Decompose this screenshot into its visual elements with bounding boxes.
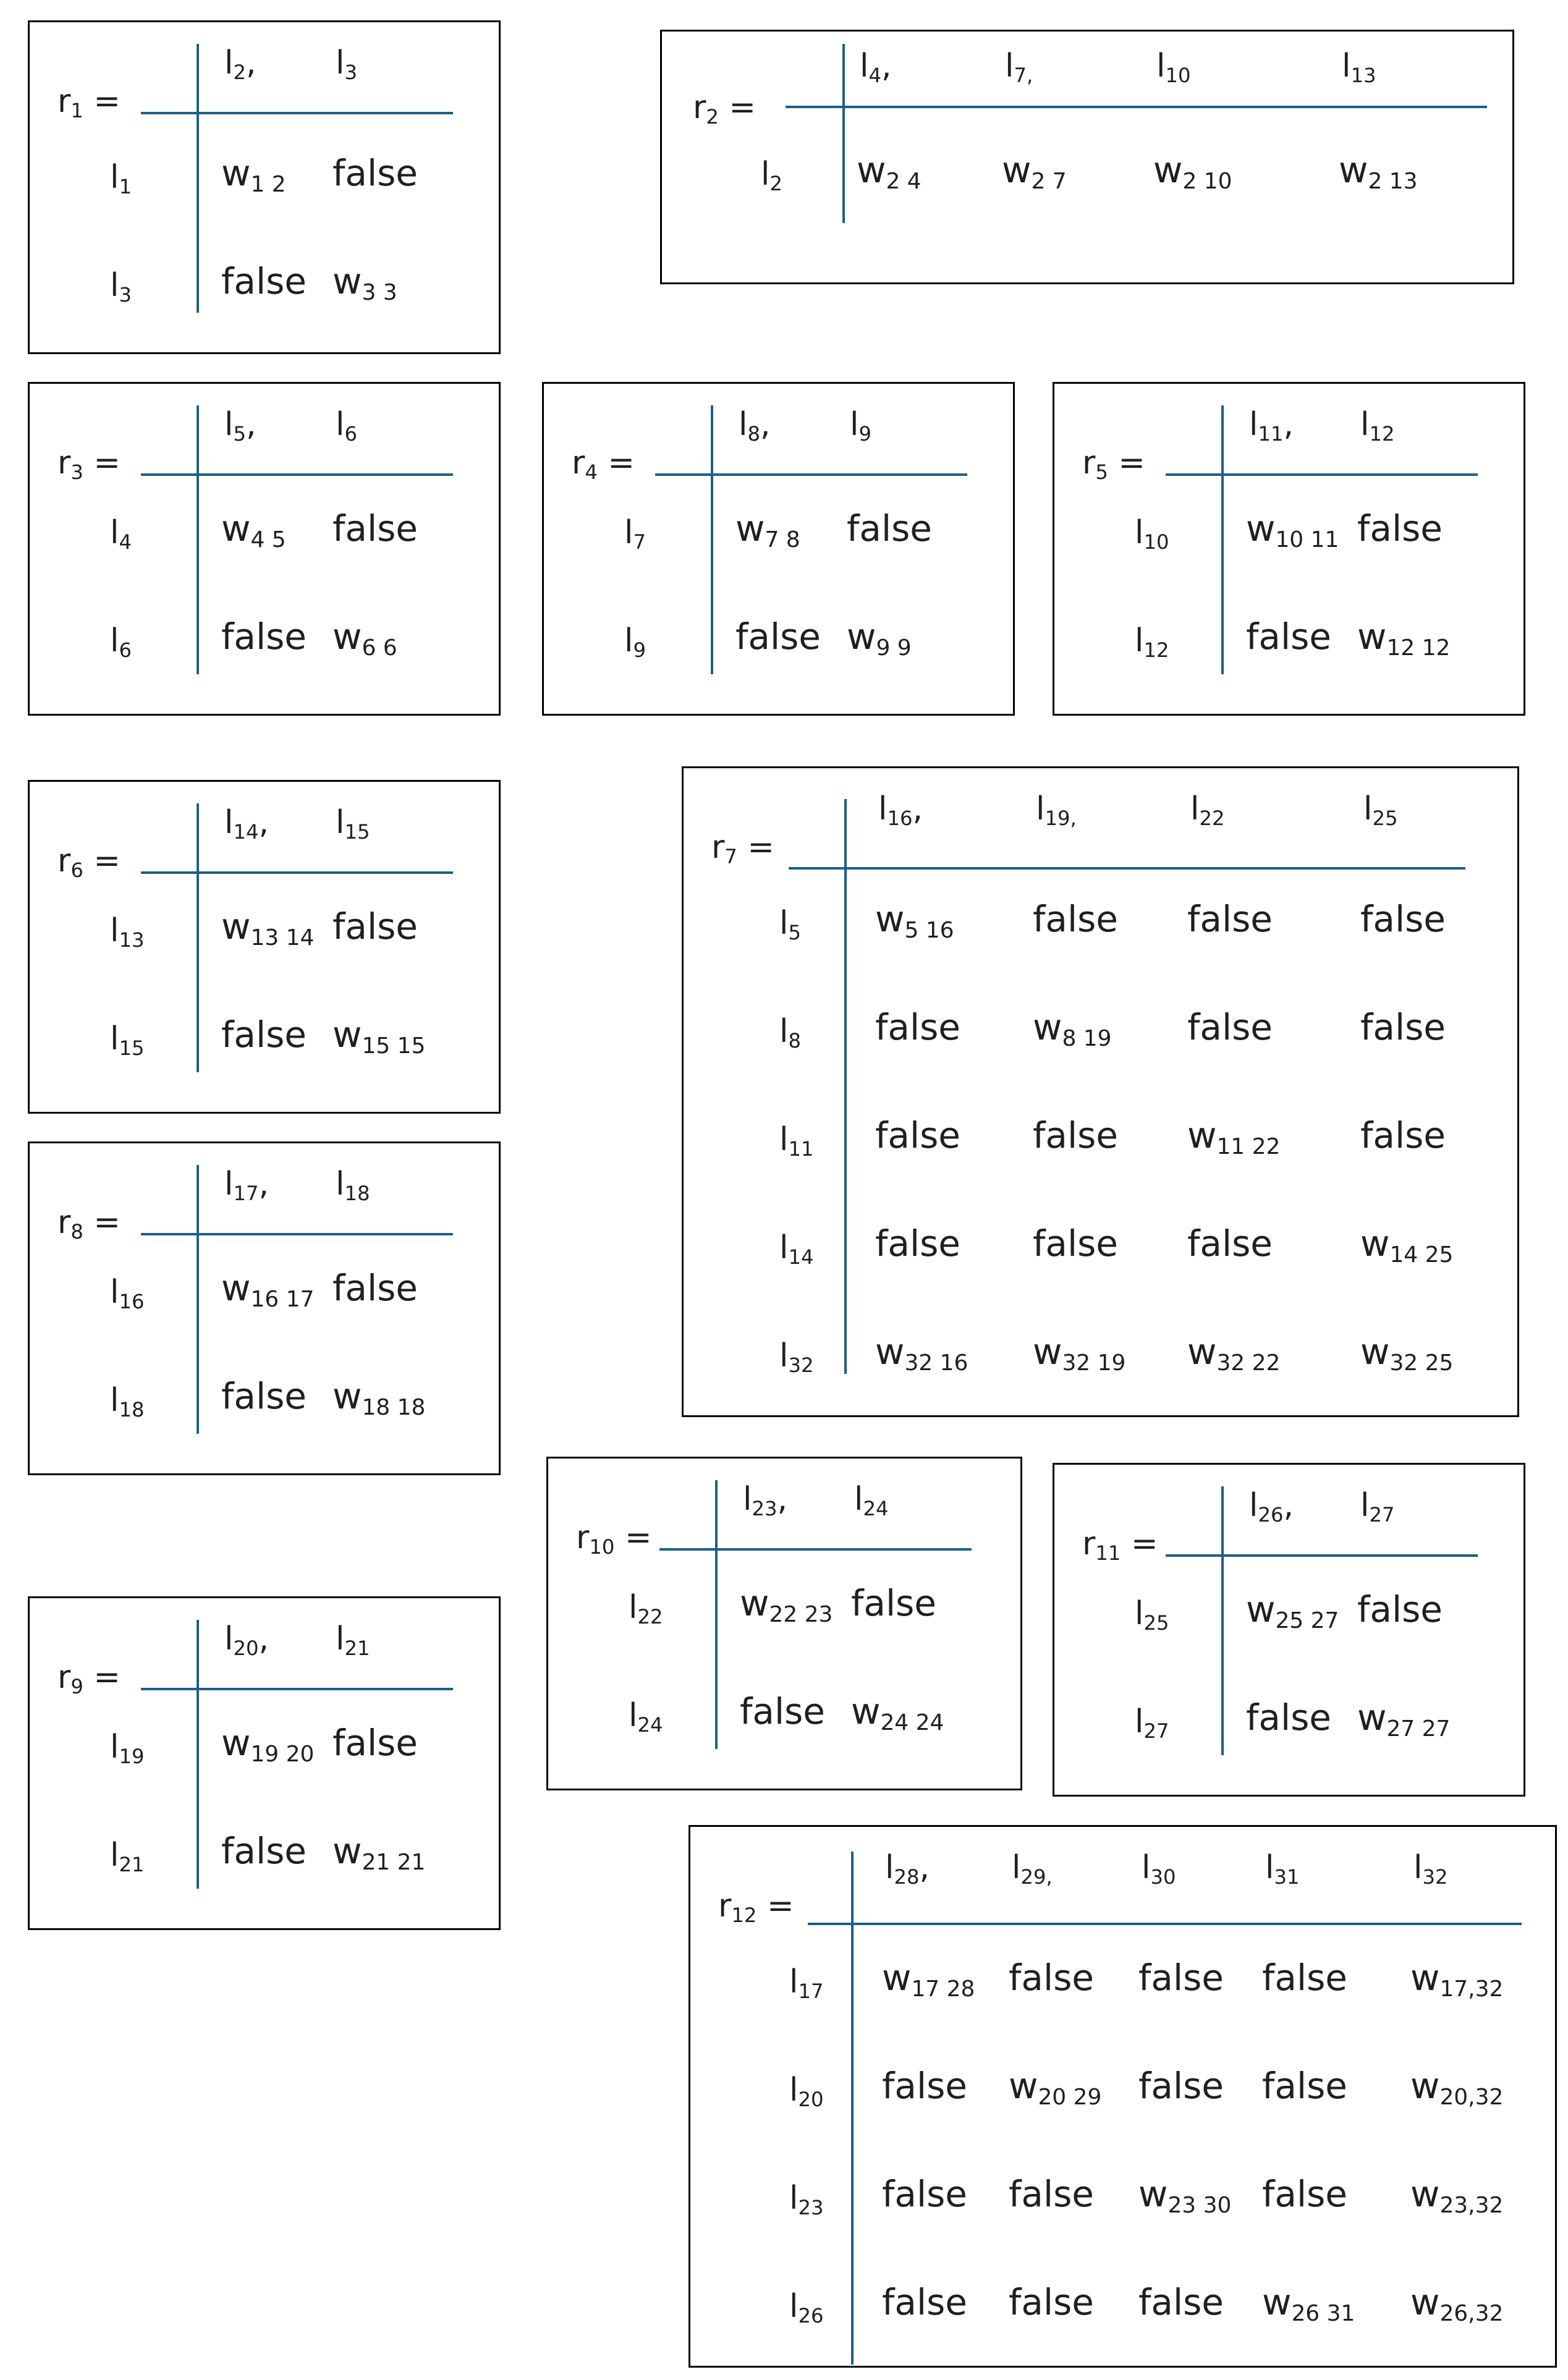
- matrix-cell: $w_{32 22}$: [1187, 1331, 1281, 1376]
- vertical-divider: [711, 405, 713, 674]
- matrix-cell: false: [1033, 1114, 1118, 1156]
- vertical-divider: [844, 799, 847, 1374]
- row-header: $l_{10}$: [1135, 514, 1169, 554]
- vertical-divider: [715, 1480, 718, 1749]
- matrix-cell: false: [1360, 1114, 1446, 1156]
- matrix-cell: $w_{20,32}$: [1410, 2065, 1504, 2111]
- matrix-cell: false: [1138, 2065, 1224, 2107]
- row-header: $l_{14}$: [779, 1229, 814, 1269]
- row-header: $l_{32}$: [779, 1337, 814, 1378]
- matrix-cell: $w_{32 16}$: [875, 1331, 968, 1376]
- row-header: $l_{26}$: [789, 2288, 824, 2328]
- matrix-cell: $w_{24 24}$: [851, 1690, 944, 1736]
- matrix-cell: $w_{18 18}$: [333, 1375, 426, 1421]
- matrix-cell: false: [1033, 898, 1118, 940]
- matrix-box-r2: [660, 30, 1514, 284]
- vertical-divider: [197, 405, 199, 674]
- matrix-cell: false: [333, 1722, 418, 1764]
- column-header: $l_{26}$,: [1249, 1487, 1294, 1527]
- matrix-label: $r_6$ =: [57, 842, 121, 883]
- row-header: $l_{22}$: [629, 1589, 663, 1629]
- column-header: $l_6$: [336, 406, 357, 446]
- matrix-cell: false: [1187, 1006, 1273, 1048]
- row-header: $l_{20}$: [789, 2072, 824, 2112]
- vertical-divider: [1221, 405, 1224, 674]
- row-header: $l_{18}$: [110, 1382, 145, 1422]
- matrix-cell: false: [1187, 898, 1273, 940]
- vertical-divider: [1221, 1486, 1224, 1755]
- row-header: $l_7$: [624, 514, 646, 554]
- matrix-cell: $w_{5 16}$: [875, 898, 954, 944]
- matrix-cell: false: [221, 1375, 307, 1417]
- matrix-box-r12: [689, 1825, 1557, 2368]
- matrix-label: $r_7$ =: [711, 829, 775, 869]
- matrix-cell: $w_{1 2}$: [221, 152, 286, 198]
- matrix-cell: false: [1009, 2173, 1094, 2215]
- row-header: $l_3$: [110, 267, 132, 307]
- horizontal-divider: [141, 1688, 453, 1690]
- row-header: $l_{24}$: [629, 1697, 663, 1737]
- matrix-cell: false: [333, 1267, 418, 1309]
- column-header: $l_{29,}$: [1012, 1849, 1053, 1889]
- horizontal-divider: [655, 473, 967, 476]
- column-header: $l_{12}$: [1360, 406, 1395, 446]
- matrix-cell: false: [875, 1222, 960, 1264]
- matrix-cell: $w_{4 5}$: [221, 507, 286, 553]
- matrix-cell: false: [333, 152, 418, 194]
- matrix-cell: false: [1262, 2065, 1347, 2107]
- matrix-label: $r_4$ =: [572, 444, 635, 485]
- matrix-cell: $w_{2 4}$: [857, 149, 922, 195]
- horizontal-divider: [141, 871, 453, 874]
- matrix-cell: $w_{15 15}$: [333, 1014, 426, 1059]
- matrix-cell: false: [1009, 1957, 1094, 1999]
- matrix-label: $r_2$ =: [693, 89, 756, 129]
- matrix-cell: false: [735, 616, 821, 658]
- matrix-label: $r_8$ =: [57, 1204, 121, 1244]
- row-header: $l_{25}$: [1135, 1595, 1169, 1635]
- column-header: $l_5$,: [224, 406, 256, 446]
- row-header: $l_4$: [110, 514, 132, 554]
- matrix-cell: false: [1357, 507, 1443, 549]
- matrix-cell: $w_{21 21}$: [333, 1830, 426, 1876]
- matrix-cell: false: [221, 260, 307, 302]
- row-header: $l_{11}$: [779, 1121, 814, 1161]
- matrix-label: $r_3$ =: [57, 444, 121, 485]
- matrix-cell: $w_{14 25}$: [1360, 1222, 1454, 1268]
- matrix-cell: false: [1187, 1222, 1273, 1264]
- vertical-divider: [851, 1852, 854, 2365]
- matrix-cell: $w_{32 25}$: [1360, 1331, 1454, 1376]
- horizontal-divider: [1166, 1554, 1478, 1557]
- matrix-cell: false: [333, 905, 418, 947]
- row-header: $l_{17}$: [789, 1963, 824, 2004]
- column-header: $l_4$,: [860, 48, 892, 88]
- matrix-cell: false: [1360, 1006, 1446, 1048]
- matrix-cell: $w_{7 8}$: [735, 507, 800, 553]
- matrix-cell: false: [847, 507, 932, 549]
- matrix-cell: false: [333, 507, 418, 549]
- row-header: $l_2$: [761, 156, 782, 196]
- matrix-box-r5: [1053, 382, 1525, 716]
- matrix-cell: false: [1246, 1696, 1331, 1738]
- column-header: $l_{18}$: [336, 1166, 370, 1206]
- matrix-cell: false: [875, 1114, 960, 1156]
- matrix-box-r1: [28, 20, 501, 354]
- matrix-box-r8: [28, 1141, 501, 1475]
- matrix-cell: false: [851, 1582, 936, 1624]
- matrix-cell: $w_{2 7}$: [1002, 149, 1067, 195]
- matrix-cell: false: [221, 616, 307, 658]
- row-header: $l_{16}$: [110, 1274, 145, 1314]
- matrix-cell: $w_{17,32}$: [1410, 1957, 1504, 2002]
- horizontal-divider: [1166, 473, 1478, 476]
- column-header: $l_{22}$: [1190, 790, 1225, 831]
- column-header: $l_{30}$: [1142, 1849, 1176, 1889]
- matrix-box-r3: [28, 382, 501, 716]
- row-header: $l_{21}$: [110, 1837, 145, 1877]
- matrix-cell: false: [1138, 1957, 1224, 1999]
- matrix-cell: $w_{22 23}$: [740, 1582, 833, 1628]
- column-header: $l_{25}$: [1363, 790, 1398, 831]
- row-header: $l_5$: [779, 905, 801, 945]
- matrix-box-r7: [682, 766, 1519, 1417]
- matrix-cell: $w_{32 19}$: [1033, 1331, 1126, 1376]
- matrix-cell: $w_{26,32}$: [1410, 2281, 1504, 2327]
- row-header: $l_{27}$: [1135, 1703, 1169, 1743]
- column-header: $l_{7,}$: [1005, 48, 1033, 88]
- matrix-label: $r_5$ =: [1082, 444, 1146, 485]
- matrix-cell: $w_{26 31}$: [1262, 2281, 1355, 2327]
- matrix-cell: $w_{6 6}$: [333, 616, 397, 661]
- row-header: $l_6$: [110, 622, 132, 663]
- matrix-cell: $w_{2 13}$: [1339, 149, 1418, 195]
- column-header: $l_{15}$: [336, 804, 370, 844]
- row-header: $l_8$: [779, 1013, 801, 1053]
- column-header: $l_{31}$: [1265, 1849, 1300, 1889]
- matrix-cell: $w_{8 19}$: [1033, 1006, 1112, 1052]
- column-header: $l_2$,: [224, 44, 256, 85]
- row-header: $l_{12}$: [1135, 622, 1169, 663]
- column-header: $l_{23}$,: [743, 1481, 788, 1521]
- matrix-label: $r_{10}$ =: [576, 1519, 652, 1559]
- column-header: $l_{28}$,: [885, 1849, 930, 1889]
- vertical-divider: [842, 44, 845, 223]
- vertical-divider: [197, 1165, 199, 1434]
- matrix-cell: false: [882, 2065, 967, 2107]
- matrix-cell: $w_{2 10}$: [1153, 149, 1232, 195]
- matrix-cell: false: [1033, 1222, 1118, 1264]
- column-header: $l_9$: [850, 406, 871, 446]
- matrix-label: $r_{11}$ =: [1082, 1525, 1158, 1565]
- matrix-cell: $w_{27 27}$: [1357, 1696, 1451, 1742]
- horizontal-divider: [141, 112, 453, 114]
- row-header: $l_{15}$: [110, 1020, 145, 1061]
- horizontal-divider: [808, 1923, 1522, 1925]
- horizontal-divider: [786, 106, 1487, 108]
- vertical-divider: [197, 803, 199, 1072]
- matrix-cell: false: [221, 1830, 307, 1872]
- column-header: $l_{10}$: [1156, 48, 1191, 88]
- matrix-box-r9: [28, 1596, 501, 1930]
- matrix-box-r4: [542, 382, 1015, 716]
- column-header: $l_{21}$: [336, 1620, 370, 1661]
- matrix-cell: false: [1262, 1957, 1347, 1999]
- matrix-cell: false: [1009, 2281, 1094, 2323]
- column-header: $l_{13}$: [1342, 48, 1376, 88]
- column-header: $l_{16}$,: [878, 790, 923, 831]
- row-header: $l_1$: [110, 159, 132, 199]
- matrix-label: $r_{12}$ =: [718, 1887, 794, 1928]
- column-header: $l_{20}$,: [224, 1620, 269, 1661]
- horizontal-divider: [141, 1233, 453, 1235]
- matrix-cell: false: [882, 2173, 967, 2215]
- matrix-cell: $w_{12 12}$: [1357, 616, 1451, 661]
- vertical-divider: [197, 1620, 199, 1889]
- matrix-label: $r_1$ =: [57, 83, 121, 123]
- matrix-cell: false: [882, 2281, 967, 2323]
- column-header: $l_{24}$: [854, 1481, 889, 1521]
- matrix-cell: false: [740, 1690, 825, 1732]
- column-header: $l_{32}$: [1413, 1849, 1448, 1889]
- row-header: $l_9$: [624, 622, 646, 663]
- horizontal-divider: [789, 867, 1465, 870]
- matrix-cell: $w_{23,32}$: [1410, 2173, 1504, 2219]
- matrix-cell: false: [1246, 616, 1331, 658]
- matrix-cell: false: [1357, 1588, 1443, 1630]
- matrix-cell: $w_{19 20}$: [221, 1722, 315, 1768]
- column-header: $l_8$,: [739, 406, 771, 446]
- column-header: $l_{27}$: [1360, 1487, 1395, 1527]
- row-header: $l_{13}$: [110, 912, 145, 952]
- matrix-cell: false: [875, 1006, 960, 1048]
- column-header: $l_3$: [336, 44, 357, 85]
- matrix-box-r11: [1053, 1463, 1525, 1797]
- matrix-cell: $w_{20 29}$: [1009, 2065, 1102, 2111]
- matrix-cell: $w_{9 9}$: [847, 616, 912, 661]
- horizontal-divider: [141, 473, 453, 476]
- matrix-cell: $w_{17 28}$: [882, 1957, 975, 2002]
- matrix-cell: false: [1262, 2173, 1347, 2215]
- matrix-cell: false: [221, 1014, 307, 1056]
- matrix-cell: false: [1360, 898, 1446, 940]
- matrix-cell: $w_{13 14}$: [221, 905, 315, 951]
- row-header: $l_{23}$: [789, 2180, 824, 2220]
- matrix-box-r10: [546, 1457, 1022, 1790]
- row-header: $l_{19}$: [110, 1729, 145, 1769]
- horizontal-divider: [659, 1548, 972, 1551]
- matrix-label: $r_9$ =: [57, 1659, 121, 1699]
- matrix-cell: $w_{11 22}$: [1187, 1114, 1281, 1160]
- column-header: $l_{14}$,: [224, 804, 269, 844]
- column-header: $l_{11}$,: [1249, 406, 1294, 446]
- matrix-cell: $w_{23 30}$: [1138, 2173, 1232, 2219]
- matrix-box-r6: [28, 780, 501, 1114]
- matrix-cell: false: [1138, 2281, 1224, 2323]
- matrix-cell: $w_{3 3}$: [333, 260, 397, 306]
- column-header: $l_{17}$,: [224, 1166, 269, 1206]
- matrix-cell: $w_{16 17}$: [221, 1267, 315, 1313]
- column-header: $l_{19,}$: [1036, 790, 1077, 831]
- matrix-cell: $w_{25 27}$: [1246, 1588, 1339, 1634]
- matrix-cell: $w_{10 11}$: [1246, 507, 1339, 553]
- vertical-divider: [197, 44, 199, 313]
